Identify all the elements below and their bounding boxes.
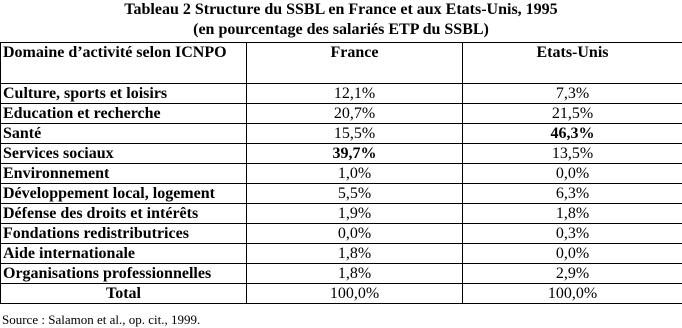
data-table bbox=[0, 42, 682, 304]
row-usa-value: 2,9% bbox=[463, 264, 682, 284]
row-domain-label: Culture, sports et loisirs bbox=[1, 84, 247, 104]
table-row bbox=[1, 84, 682, 104]
row-domain-label: Santé bbox=[1, 124, 247, 144]
source-note: Source : Salamon et al., op. cit., 1999. bbox=[2, 312, 200, 328]
total-france-value: 100,0% bbox=[247, 284, 463, 304]
table-row bbox=[1, 264, 682, 284]
row-france-value: 1,8% bbox=[247, 264, 463, 284]
row-domain-label: Organisations professionnelles bbox=[1, 264, 247, 284]
table-row bbox=[1, 104, 682, 124]
row-domain-label: Fondations redistributrices bbox=[1, 224, 247, 244]
table-row bbox=[1, 164, 682, 184]
total-label: Total bbox=[1, 284, 247, 304]
column-header-france: France bbox=[247, 43, 463, 84]
table-row bbox=[1, 204, 682, 224]
column-header-domain: Domaine d’activité selon ICNPO bbox=[1, 43, 247, 84]
row-domain-label: Défense des droits et intérêts bbox=[1, 204, 247, 224]
row-usa-value: 0,3% bbox=[463, 224, 682, 244]
row-usa-value: 7,3% bbox=[463, 84, 682, 104]
row-france-value: 1,0% bbox=[247, 164, 463, 184]
table-row bbox=[1, 124, 682, 144]
table-total-row bbox=[1, 284, 682, 304]
row-usa-value-highlighted: 46,3% bbox=[463, 124, 682, 144]
table-row bbox=[1, 144, 682, 164]
table-caption-subtitle: (en pourcentage des salariés ETP du SSBL) bbox=[0, 20, 682, 40]
table-caption-title: Tableau 2 Structure du SSBL en France et aux Etats-Unis, 1995 bbox=[0, 0, 682, 20]
table-row bbox=[1, 224, 682, 244]
total-usa-value: 100,0% bbox=[463, 284, 682, 304]
row-domain-label: Education et recherche bbox=[1, 104, 247, 124]
row-france-value-highlighted: 39,7% bbox=[247, 144, 463, 164]
row-usa-value: 0,0% bbox=[463, 164, 682, 184]
row-france-value: 1,8% bbox=[247, 244, 463, 264]
row-usa-value: 13,5% bbox=[463, 144, 682, 164]
table-header-row bbox=[1, 43, 682, 84]
row-france-value: 1,9% bbox=[247, 204, 463, 224]
row-france-value: 12,1% bbox=[247, 84, 463, 104]
row-domain-label: Services sociaux bbox=[1, 144, 247, 164]
table-row bbox=[1, 184, 682, 204]
table-row bbox=[1, 244, 682, 264]
row-france-value: 0,0% bbox=[247, 224, 463, 244]
row-usa-value: 6,3% bbox=[463, 184, 682, 204]
row-usa-value: 0,0% bbox=[463, 244, 682, 264]
row-france-value: 5,5% bbox=[247, 184, 463, 204]
row-usa-value: 21,5% bbox=[463, 104, 682, 124]
row-domain-label: Développement local, logement bbox=[1, 184, 247, 204]
row-domain-label: Environnement bbox=[1, 164, 247, 184]
row-france-value: 15,5% bbox=[247, 124, 463, 144]
column-header-usa: Etats-Unis bbox=[463, 43, 682, 84]
row-usa-value: 1,8% bbox=[463, 204, 682, 224]
row-domain-label: Aide internationale bbox=[1, 244, 247, 264]
row-france-value: 20,7% bbox=[247, 104, 463, 124]
